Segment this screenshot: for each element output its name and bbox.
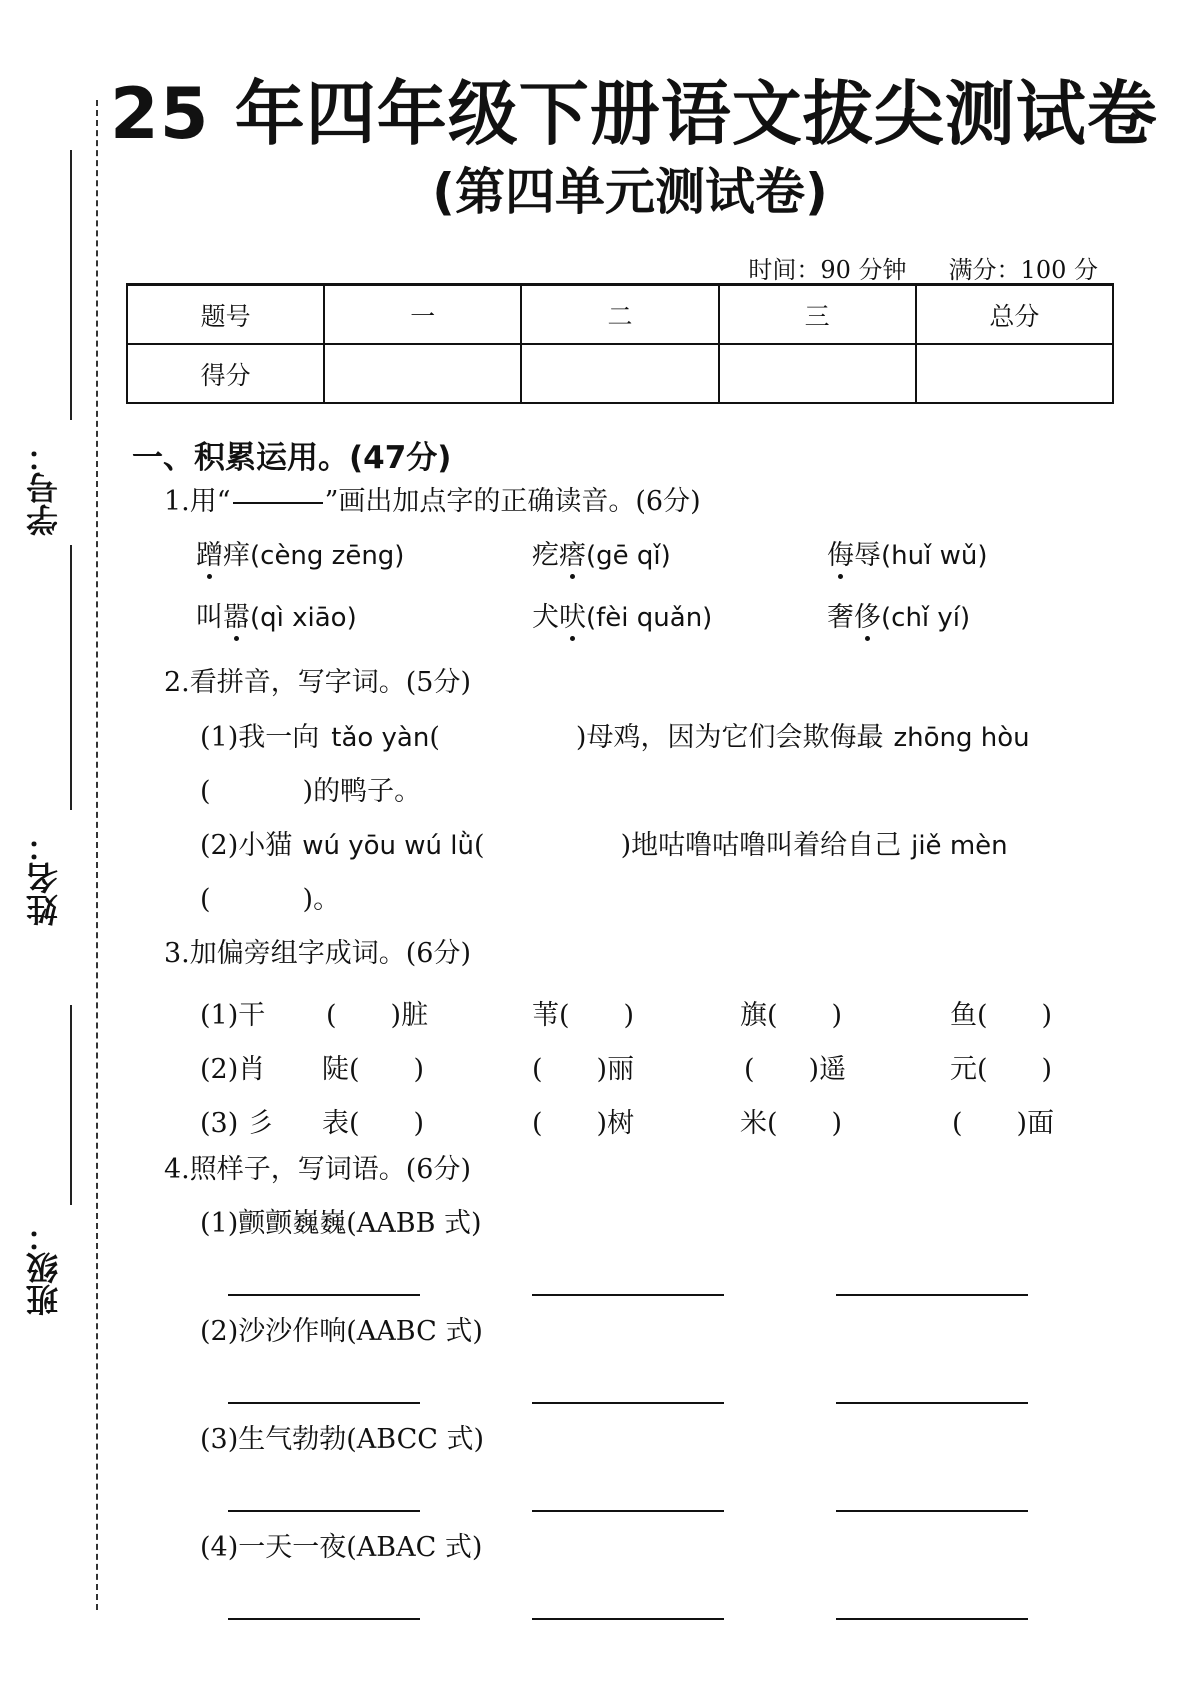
q3-blank[interactable]: 苇( )	[532, 1000, 635, 1031]
dotted-char: 蹭	[196, 540, 223, 571]
exam-meta	[748, 250, 1098, 285]
q1-pinyin: (chǐ yí)	[881, 603, 971, 633]
q1-pinyin: (fèi quǎn)	[586, 603, 713, 633]
q1-item-4	[196, 602, 357, 634]
q2-pinyin: wú yōu wú lǜ	[302, 831, 475, 861]
binding-dashed-line	[96, 100, 98, 1610]
student-no-label: 学号：	[25, 440, 63, 536]
q2-title: 2.看拼音，写字词。(5分)	[164, 667, 472, 698]
q2-text: )。	[302, 884, 341, 915]
q2-text: (	[200, 884, 211, 915]
q1-pinyin: (huǐ wǔ)	[881, 541, 988, 571]
q4-item-2: (2)沙沙作响(AABC 式)	[200, 1316, 483, 1347]
answer-line[interactable]	[228, 1618, 420, 1620]
q1-pinyin: (qì xiāo)	[250, 603, 357, 633]
q1-char: 奢	[827, 602, 854, 633]
score-header-cell: 总分	[916, 285, 1113, 345]
q1-title	[164, 486, 701, 518]
page-subtitle: (第四单元测试卷)	[432, 163, 828, 221]
q2-pinyin: zhōng hòu	[893, 723, 1030, 753]
q3-blank[interactable]: 元( )	[950, 1054, 1053, 1085]
student-no-rule	[70, 150, 72, 420]
answer-line[interactable]	[532, 1510, 724, 1512]
q3-blank[interactable]: ( )脏	[326, 1000, 429, 1031]
q2-text: (	[429, 722, 440, 753]
q1-char: 痒	[223, 540, 250, 571]
q3-radical: (3) 彡	[200, 1108, 274, 1139]
q2-line-2	[200, 776, 421, 808]
q2-line-3	[200, 830, 1008, 862]
name-label: 姓名：	[25, 830, 63, 926]
q1-item-3	[827, 540, 987, 572]
q3-blank[interactable]: ( )树	[532, 1108, 635, 1139]
q1-char: 叫	[196, 602, 223, 633]
answer-line[interactable]	[836, 1618, 1028, 1620]
answer-line[interactable]	[228, 1294, 420, 1296]
q2-text: )的鸭子。	[302, 776, 422, 807]
q1-char: 犬	[532, 602, 559, 633]
section-title: 一、积累运用。(47分)	[132, 440, 452, 476]
dotted-char: 侮	[827, 540, 854, 571]
class-label: 班级：	[25, 1220, 63, 1316]
q2-text: (	[474, 830, 485, 861]
q1-char: 辱	[854, 540, 881, 571]
q3-title: 3.加偏旁组字成词。(6分)	[164, 938, 472, 969]
score-entry-cell[interactable]	[324, 344, 521, 403]
underline-sample	[233, 501, 323, 504]
class-rule	[70, 1005, 72, 1205]
name-rule	[70, 545, 72, 810]
q3-blank[interactable]: 鱼( )	[950, 1000, 1053, 1031]
q1-char: 疙	[532, 540, 559, 571]
dotted-char: 吠	[559, 602, 586, 633]
answer-line[interactable]	[228, 1510, 420, 1512]
q2-text: )地咕噜咕噜叫着给自己	[620, 830, 902, 861]
q1-pinyin: (cèng zēng)	[250, 541, 405, 571]
score-table	[126, 283, 1114, 404]
q3-blank[interactable]: ( )面	[952, 1108, 1055, 1139]
score-header-cell: 三	[719, 285, 916, 345]
q1-item-2	[532, 540, 671, 572]
q3-radical: (2)肖	[200, 1054, 266, 1085]
dotted-char: 瘩	[559, 540, 586, 571]
score-row-label: 得分	[127, 344, 324, 403]
answer-line[interactable]	[532, 1402, 724, 1404]
score-table-header-row	[127, 285, 1113, 345]
q2-text: )母鸡，因为它们会欺侮最	[575, 722, 884, 753]
score-entry-cell[interactable]	[719, 344, 916, 403]
dotted-char: 嚣	[223, 602, 250, 633]
q3-blank[interactable]: ( )丽	[532, 1054, 635, 1085]
exam-full-score: 满分：100 分	[948, 256, 1098, 284]
q1-item-5	[532, 602, 712, 634]
q2-pinyin: jiě mèn	[911, 831, 1008, 861]
q2-text: (2)小猫	[200, 830, 293, 861]
dotted-char: 侈	[854, 602, 881, 633]
q3-blank[interactable]: 米( )	[740, 1108, 843, 1139]
q2-text: (1)我一向	[200, 722, 320, 753]
score-header-cell: 一	[324, 285, 521, 345]
score-header-cell: 题号	[127, 285, 324, 345]
q1-suffix: ”画出加点字的正确读音。(6分)	[324, 486, 701, 517]
score-header-cell: 二	[521, 285, 718, 345]
q3-blank[interactable]: 旗( )	[740, 1000, 843, 1031]
q1-item-6	[827, 602, 970, 634]
q2-pinyin: tǎo yàn	[331, 723, 430, 753]
answer-line[interactable]	[532, 1294, 724, 1296]
answer-line[interactable]	[836, 1294, 1028, 1296]
q4-item-1: (1)颤颤巍巍(AABB 式)	[200, 1208, 482, 1239]
q2-line-1	[200, 722, 1030, 754]
q4-item-3: (3)生气勃勃(ABCC 式)	[200, 1424, 485, 1455]
q3-radical: (1)干	[200, 1000, 266, 1031]
q2-text: (	[200, 776, 211, 807]
page-title: 25 年四年级下册语文拔尖测试卷	[110, 73, 1158, 155]
q1-pinyin: (gē qǐ)	[586, 541, 671, 571]
score-table-score-row	[127, 344, 1113, 403]
q2-line-4	[200, 884, 340, 916]
exam-time: 时间：90 分钟	[748, 256, 907, 284]
answer-line[interactable]	[228, 1402, 420, 1404]
q1-prefix: 1.用“	[164, 486, 231, 517]
answer-line[interactable]	[532, 1618, 724, 1620]
q4-title: 4.照样子，写词语。(6分)	[164, 1154, 472, 1185]
answer-line[interactable]	[836, 1402, 1028, 1404]
q1-item-1	[196, 540, 404, 572]
q4-item-4: (4)一天一夜(ABAC 式)	[200, 1532, 483, 1563]
q3-blank[interactable]: 陡( )	[322, 1054, 425, 1085]
q3-blank[interactable]: ( )遥	[744, 1054, 847, 1085]
score-entry-cell[interactable]	[521, 344, 718, 403]
answer-line[interactable]	[836, 1510, 1028, 1512]
score-entry-cell[interactable]	[916, 344, 1113, 403]
q3-blank[interactable]: 表( )	[322, 1108, 425, 1139]
